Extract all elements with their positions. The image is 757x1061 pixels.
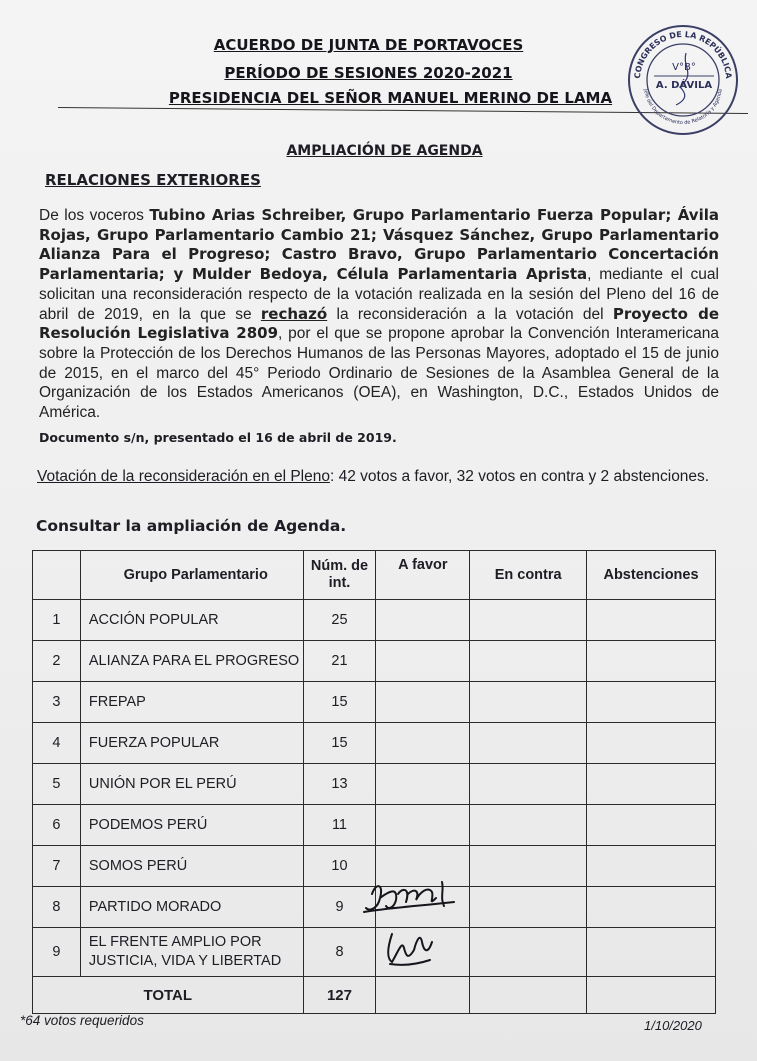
para-text-1: De los voceros (39, 207, 150, 224)
total-abstention-cell[interactable] (587, 977, 716, 1014)
table-row (33, 682, 716, 723)
header-title: ACUERDO DE JUNTA DE PORTAVOCES (213, 36, 524, 54)
against-cell[interactable] (470, 641, 587, 682)
row-members: 15 (303, 723, 376, 764)
row-group: ACCIÓN POPULAR (80, 600, 303, 641)
against-cell[interactable] (470, 928, 587, 977)
row-members: 13 (303, 764, 376, 805)
abstention-cell[interactable] (587, 928, 716, 977)
vote-table (32, 550, 716, 1014)
row-members: 25 (303, 600, 376, 641)
para-bold-1: Tubino Arias Schreiber, Grupo Parlamentario Fuerza Popular; Ávila Rojas, Grupo Parlamentario Cambio 21; Vásquez Sánchez, Grupo Parlamentario Alianza Para el Progreso; Castro Bravo, Grupo Parlamentario Concertación Parlamentaria; y Mulder Bedoya, Célula Parlamentaria Aprista (39, 206, 719, 284)
table-row (33, 846, 716, 887)
favor-cell[interactable] (376, 887, 470, 928)
against-cell[interactable] (470, 846, 587, 887)
table-row (33, 600, 716, 641)
agenda-title: AMPLIACIÓN DE AGENDA (286, 143, 483, 159)
required-votes-note: *64 votos requeridos (20, 1013, 144, 1028)
row-number: 3 (33, 682, 81, 723)
row-group: FREPAP (80, 682, 303, 723)
favor-cell[interactable] (376, 723, 470, 764)
vote-text: : 42 votos a favor, 32 votos en contra y 2 abstenciones. (329, 468, 710, 485)
stamp-name: A. DÁVILA (655, 80, 713, 91)
abstention-cell[interactable] (587, 805, 716, 846)
abstention-cell[interactable] (587, 846, 716, 887)
stamp-vb: V°B° (672, 62, 696, 73)
vote-result (37, 467, 717, 486)
para-text-4: , por el que se propone aprobar la Convención Interamericana sobre la Protección de los Derechos Humanos de las Personas Mayores, adoptado el 15 de junio de 2015, en el marco del 45° Periodo Ordinario de Sesiones de la Asamblea General de la Organización de los Estados Americanos (OEA), en Washington, D.C., Estados Unidos de América. (39, 325, 719, 422)
row-group-line2: JUSTICIA, VIDA Y LIBERTAD (88, 953, 282, 969)
row-group (80, 928, 303, 977)
table-row (33, 641, 716, 682)
table-row (33, 887, 716, 928)
svg-text:Jefe del Departamento de Relat (642, 88, 724, 126)
row-members: 9 (303, 887, 376, 928)
header-members: Núm. de int. (303, 551, 376, 600)
against-cell[interactable] (470, 887, 587, 928)
favor-cell[interactable] (376, 641, 470, 682)
row-members: 11 (303, 805, 376, 846)
table-header-row (33, 551, 716, 600)
row-number: 8 (33, 887, 81, 928)
against-cell[interactable] (470, 805, 587, 846)
favor-cell[interactable] (376, 805, 470, 846)
abstention-cell[interactable] (587, 682, 716, 723)
row-group: PODEMOS PERÚ (80, 805, 303, 846)
abstention-cell[interactable] (587, 641, 716, 682)
request-paragraph (39, 206, 719, 423)
document-line: Documento s/n, presentado el 16 de abril de 2019. (39, 430, 397, 445)
header-number (33, 551, 81, 600)
header-presidency: PRESIDENCIA DEL SEÑOR MANUEL MERINO DE LAMA (168, 89, 613, 107)
row-group-line1: EL FRENTE AMPLIO POR (88, 934, 262, 950)
favor-cell[interactable] (376, 846, 470, 887)
stamp-initial-stroke (676, 53, 688, 105)
table-row (33, 928, 716, 977)
row-number: 5 (33, 764, 81, 805)
para-text-3: la reconsideración a la votación del (327, 305, 613, 323)
row-group: PARTIDO MORADO (80, 887, 303, 928)
footer-date: 1/10/2020 (644, 1018, 702, 1033)
total-label: TOTAL (33, 977, 304, 1014)
table-row (33, 764, 716, 805)
total-against-cell[interactable] (470, 977, 587, 1014)
stamp-sub-text: Jefe del Departamento de Relatoría y Agenda (642, 88, 724, 127)
row-number: 6 (33, 805, 81, 846)
header-against: En contra (470, 551, 587, 600)
against-cell[interactable] (470, 682, 587, 723)
row-group: FUERZA POPULAR (80, 723, 303, 764)
vote-label: Votación de la reconsideración en el Pleno (37, 468, 330, 485)
favor-cell[interactable] (376, 928, 470, 977)
abstention-cell[interactable] (587, 600, 716, 641)
stamp-ring-text: CONGRESO DE LA REPÚBLICA (632, 29, 734, 79)
row-number: 1 (33, 600, 81, 641)
against-cell[interactable] (470, 723, 587, 764)
against-cell[interactable] (470, 600, 587, 641)
header-group: Grupo Parlamentario (80, 551, 303, 600)
total-row (33, 977, 716, 1014)
total-members: 127 (303, 977, 376, 1014)
row-number: 7 (33, 846, 81, 887)
table-row (33, 805, 716, 846)
header-favor: A favor (376, 551, 470, 600)
row-number: 9 (33, 928, 81, 977)
abstention-cell[interactable] (587, 887, 716, 928)
abstention-cell[interactable] (587, 764, 716, 805)
section-heading: RELACIONES EXTERIORES (45, 171, 261, 189)
para-text-2: , mediante el cual solicitan una reconsideración respecto de la votación realizada en la sesión del Pleno del 16 de abril de 2019, en la que se (39, 266, 719, 323)
table-row (33, 723, 716, 764)
favor-cell[interactable] (376, 682, 470, 723)
row-number: 2 (33, 641, 81, 682)
row-group: SOMOS PERÚ (80, 846, 303, 887)
row-group: ALIANZA PARA EL PROGRESO (80, 641, 303, 682)
row-number: 4 (33, 723, 81, 764)
row-members: 21 (303, 641, 376, 682)
para-bold-rejected: rechazó (260, 304, 328, 323)
favor-cell[interactable] (376, 600, 470, 641)
total-favor-cell[interactable] (376, 977, 470, 1014)
congress-stamp (626, 23, 740, 137)
row-group: UNIÓN POR EL PERÚ (80, 764, 303, 805)
abstention-cell[interactable] (587, 723, 716, 764)
favor-cell[interactable] (376, 764, 470, 805)
header-period: PERÍODO DE SESIONES 2020-2021 (224, 64, 513, 82)
row-members: 10 (303, 846, 376, 887)
para-bold-project: Proyecto de Resolución Legislativa 2809 (39, 304, 719, 343)
consult-heading: Consultar la ampliación de Agenda. (36, 517, 347, 535)
row-members: 15 (303, 682, 376, 723)
row-members: 8 (303, 928, 376, 977)
against-cell[interactable] (470, 764, 587, 805)
header-abstentions: Abstenciones (587, 551, 716, 600)
